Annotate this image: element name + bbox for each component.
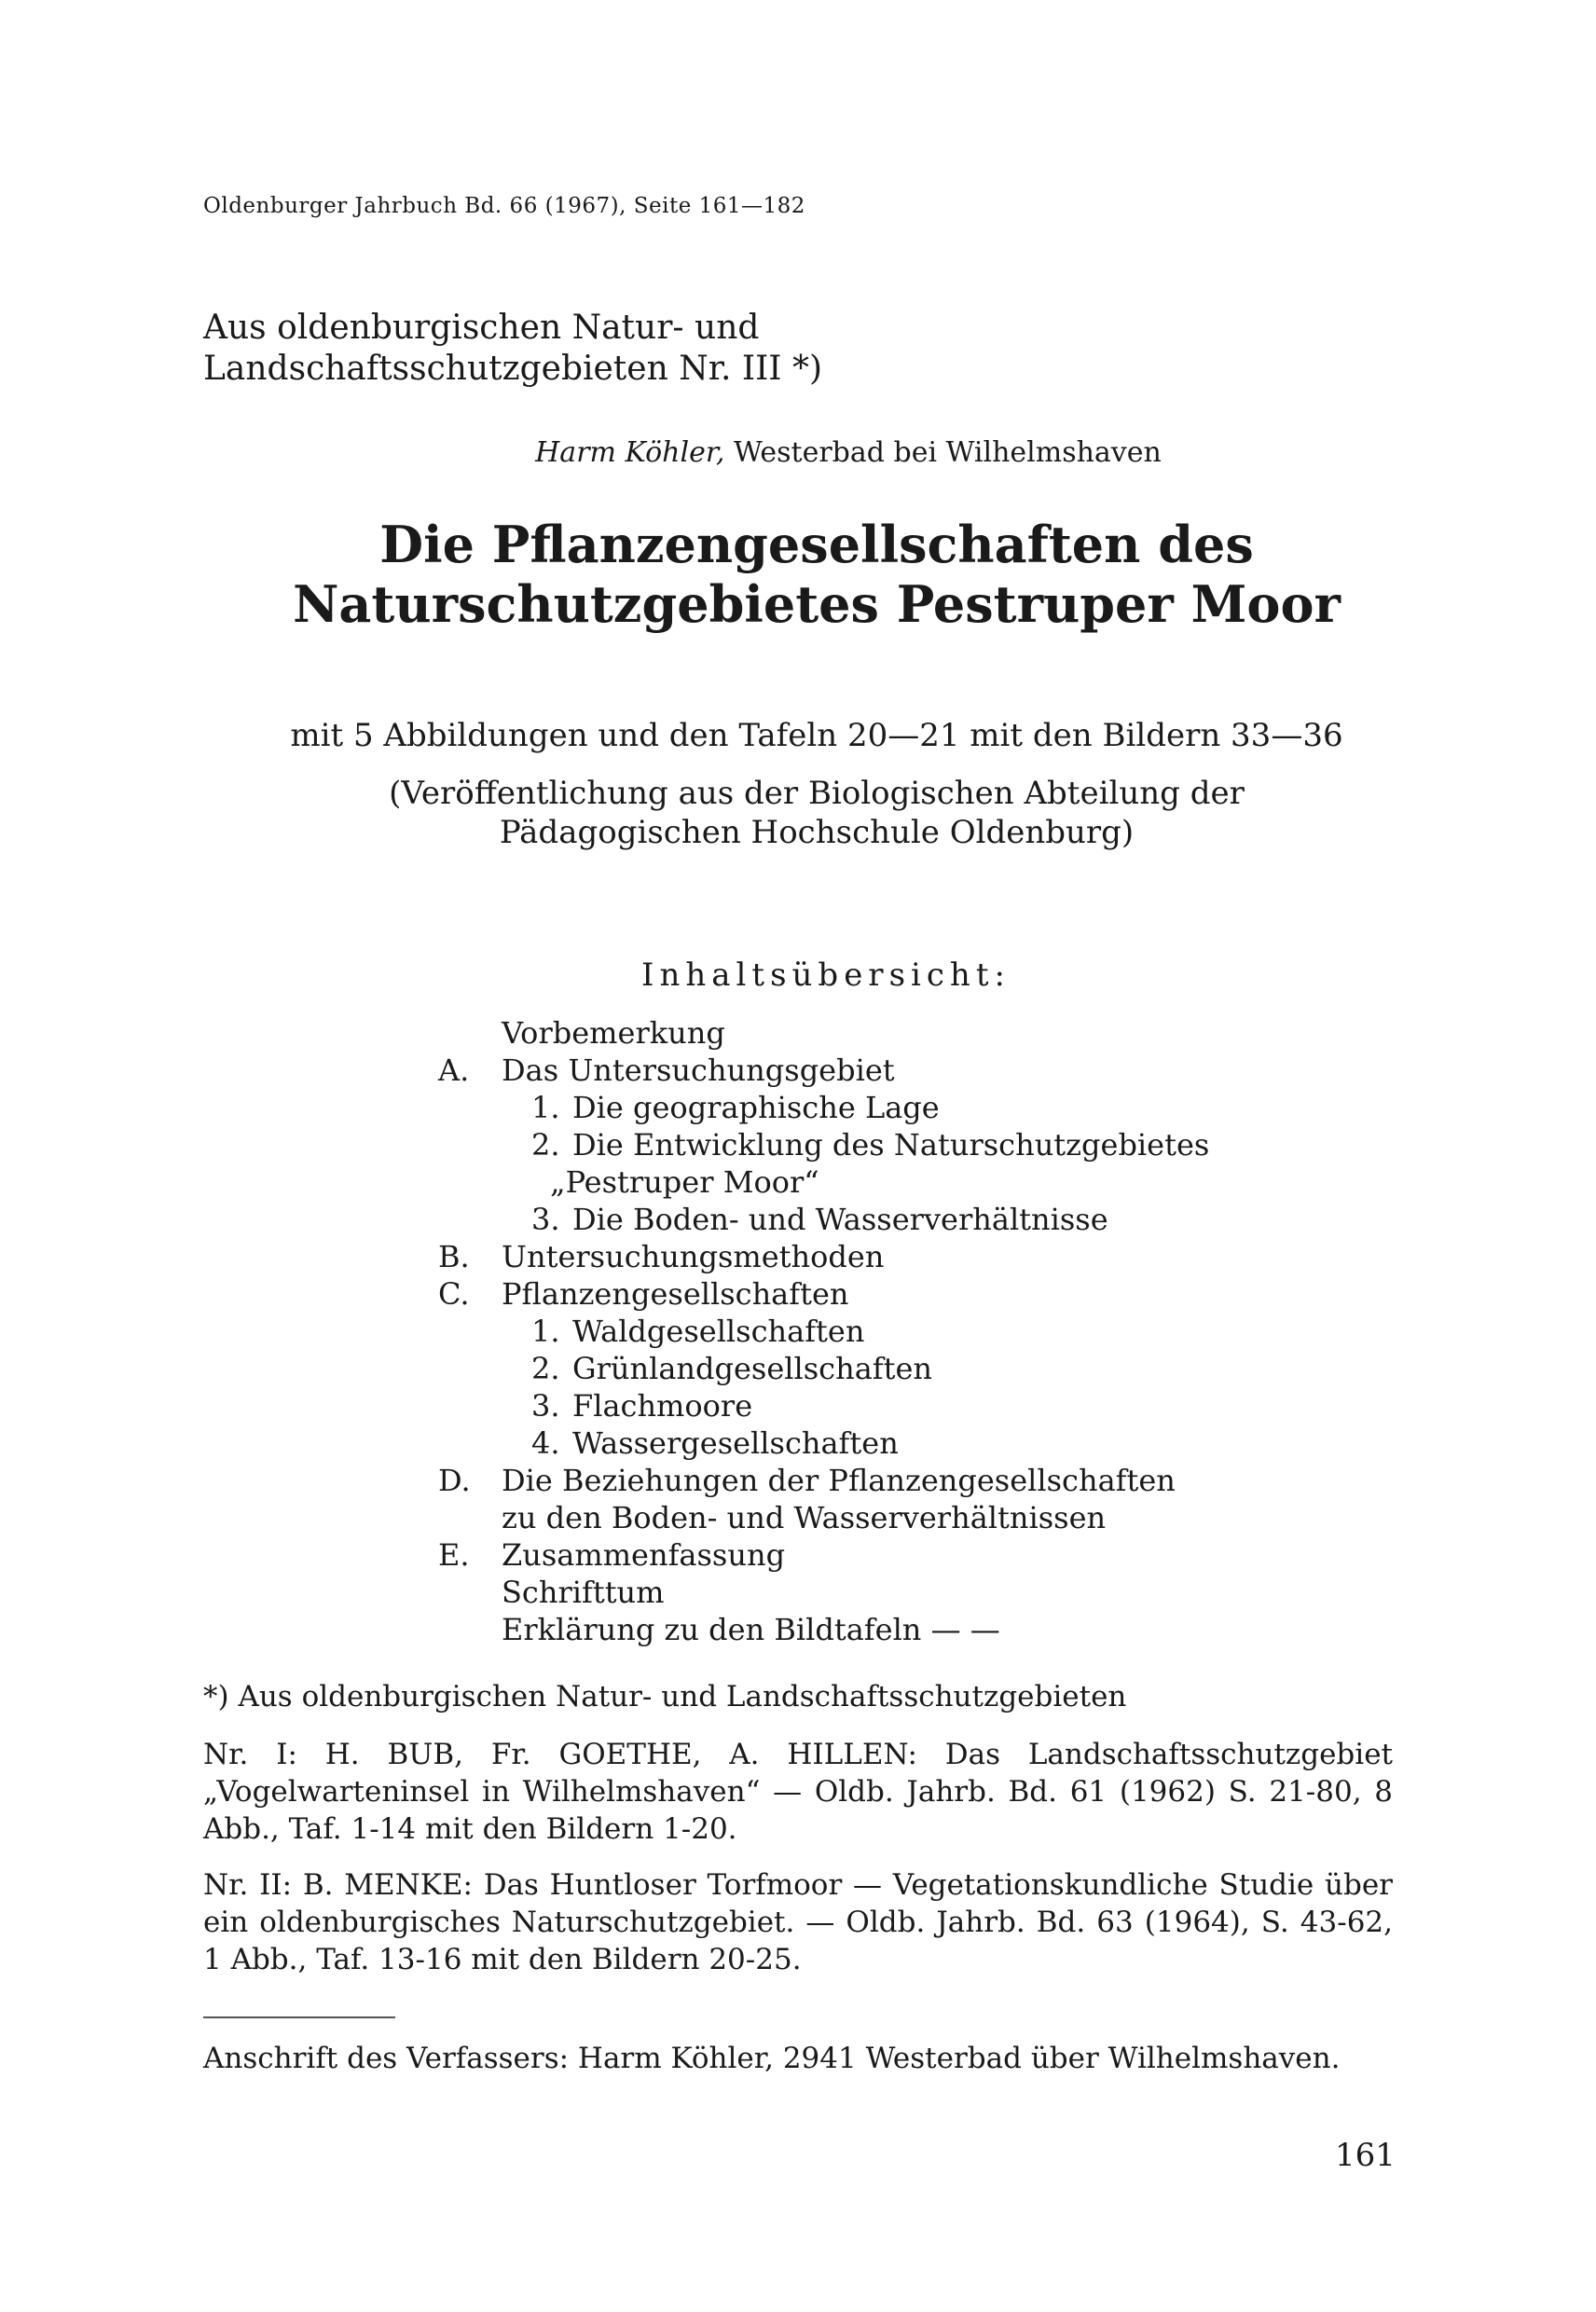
toc-item-text: Erklärung zu den Bildtafeln — — (502, 1612, 1000, 1647)
toc-item-text: Vorbemerkung (502, 1015, 725, 1051)
article-title-line-2: Naturschutzgebietes Pestruper Moor (293, 574, 1341, 634)
footnote-intro: *) Aus oldenburgischen Natur- und Landschaftsschutzgebieten (203, 1680, 1127, 1713)
subtitle-line-3: Pädagogischen Hochschule Oldenburg) (499, 814, 1135, 851)
toc-item-number: 4. (531, 1425, 560, 1461)
page-number: 161 (1335, 2137, 1396, 2174)
author-line (0, 436, 1596, 469)
series-title (203, 308, 822, 390)
author-address: Anschrift des Verfassers: Harm Köhler, 2941 Westerbad über Wilhelmshaven. (203, 2042, 1341, 2075)
toc-item-text: Pflanzengesellschaften (502, 1276, 849, 1312)
footnote-divider (203, 2016, 395, 2018)
toc-item-text: zu den Boden- und Wasserverhältnissen (502, 1500, 1107, 1535)
toc-item-text: Waldgesellschaften (572, 1314, 865, 1349)
toc-item-text: Wassergesellschaften (572, 1425, 899, 1461)
toc-item-number: 3. (531, 1202, 560, 1237)
toc-item-number: 3. (531, 1388, 560, 1424)
toc-item-text: Zusammenfassung (502, 1537, 786, 1573)
toc-item-number: 1. (531, 1314, 560, 1349)
toc-item-text: Die Entwicklung des Naturschutzgebietes (572, 1127, 1210, 1163)
author-place: Westerbad bei Wilhelmshaven (733, 436, 1162, 469)
article-title-line-1: Die Pflanzengesellschaften des (379, 515, 1254, 574)
footnote-nr2: Nr. II: B. MENKE: Das Huntloser Torfmoor — Vegetationskundliche Studie über ein oldenburgisches Naturschutzgebiet. — Oldb. Jahrb. Bd. 63 (1964), S. 43-62, 1 Abb., Taf. 13-16 mit den Bildern 20-25. (203, 1868, 1393, 1976)
toc-item-text: Die Beziehungen der Pflanzengesellschaften (502, 1463, 1176, 1498)
toc-item-number: 2. (531, 1351, 560, 1386)
toc-item-letter: B. (438, 1239, 470, 1274)
toc-item-text: Grünlandgesellschaften (572, 1351, 933, 1386)
subtitle-line-2: (Veröffentlichung aus der Biologischen Abteilung der (389, 775, 1245, 812)
toc-item-letter: E. (438, 1537, 470, 1573)
toc-item-text: Die geographische Lage (572, 1090, 940, 1125)
footnote-nr1: Nr. I: H. BUB, Fr. GOETHE, A. HILLEN: Das Landschaftsschutzgebiet „Vogelwarteninsel in Wilhelmshaven“ — Oldb. Jahrb. Bd. 61 (1962) S. 21-80, 8 Abb., Taf. 1-14 mit den Bildern 1-20. (203, 1738, 1393, 1846)
series-title-line-1: Aus oldenburgischen Natur- und (203, 309, 760, 347)
toc-item-letter: D. (438, 1463, 471, 1498)
toc-item-letter: C. (438, 1276, 470, 1312)
toc-item-text: „Pestruper Moor“ (550, 1164, 819, 1200)
toc-item-text: Schrifttum (502, 1575, 665, 1610)
toc-item-number: 2. (531, 1127, 560, 1163)
toc-item-text: Flachmoore (572, 1388, 753, 1424)
toc-item-text: Das Untersuchungsgebiet (502, 1053, 895, 1088)
toc-heading: Inhaltsübersicht: (641, 956, 1011, 994)
subtitle-line-1: mit 5 Abbildungen und den Tafeln 20—21 mit den Bildern 33—36 (290, 717, 1343, 754)
toc-item-number: 1. (531, 1090, 560, 1125)
journal-header: Oldenburger Jahrbuch Bd. 66 (1967), Seite 161—182 (203, 194, 805, 218)
toc-item-text: Die Boden- und Wasserverhältnisse (572, 1202, 1108, 1237)
toc-item-letter: A. (438, 1053, 470, 1088)
article-title (0, 515, 1596, 634)
author-name: Harm Köhler, (535, 436, 725, 469)
toc-item-text: Untersuchungsmethoden (502, 1239, 885, 1274)
series-title-line-2: Landschaftsschutzgebieten Nr. III *) (203, 350, 822, 388)
